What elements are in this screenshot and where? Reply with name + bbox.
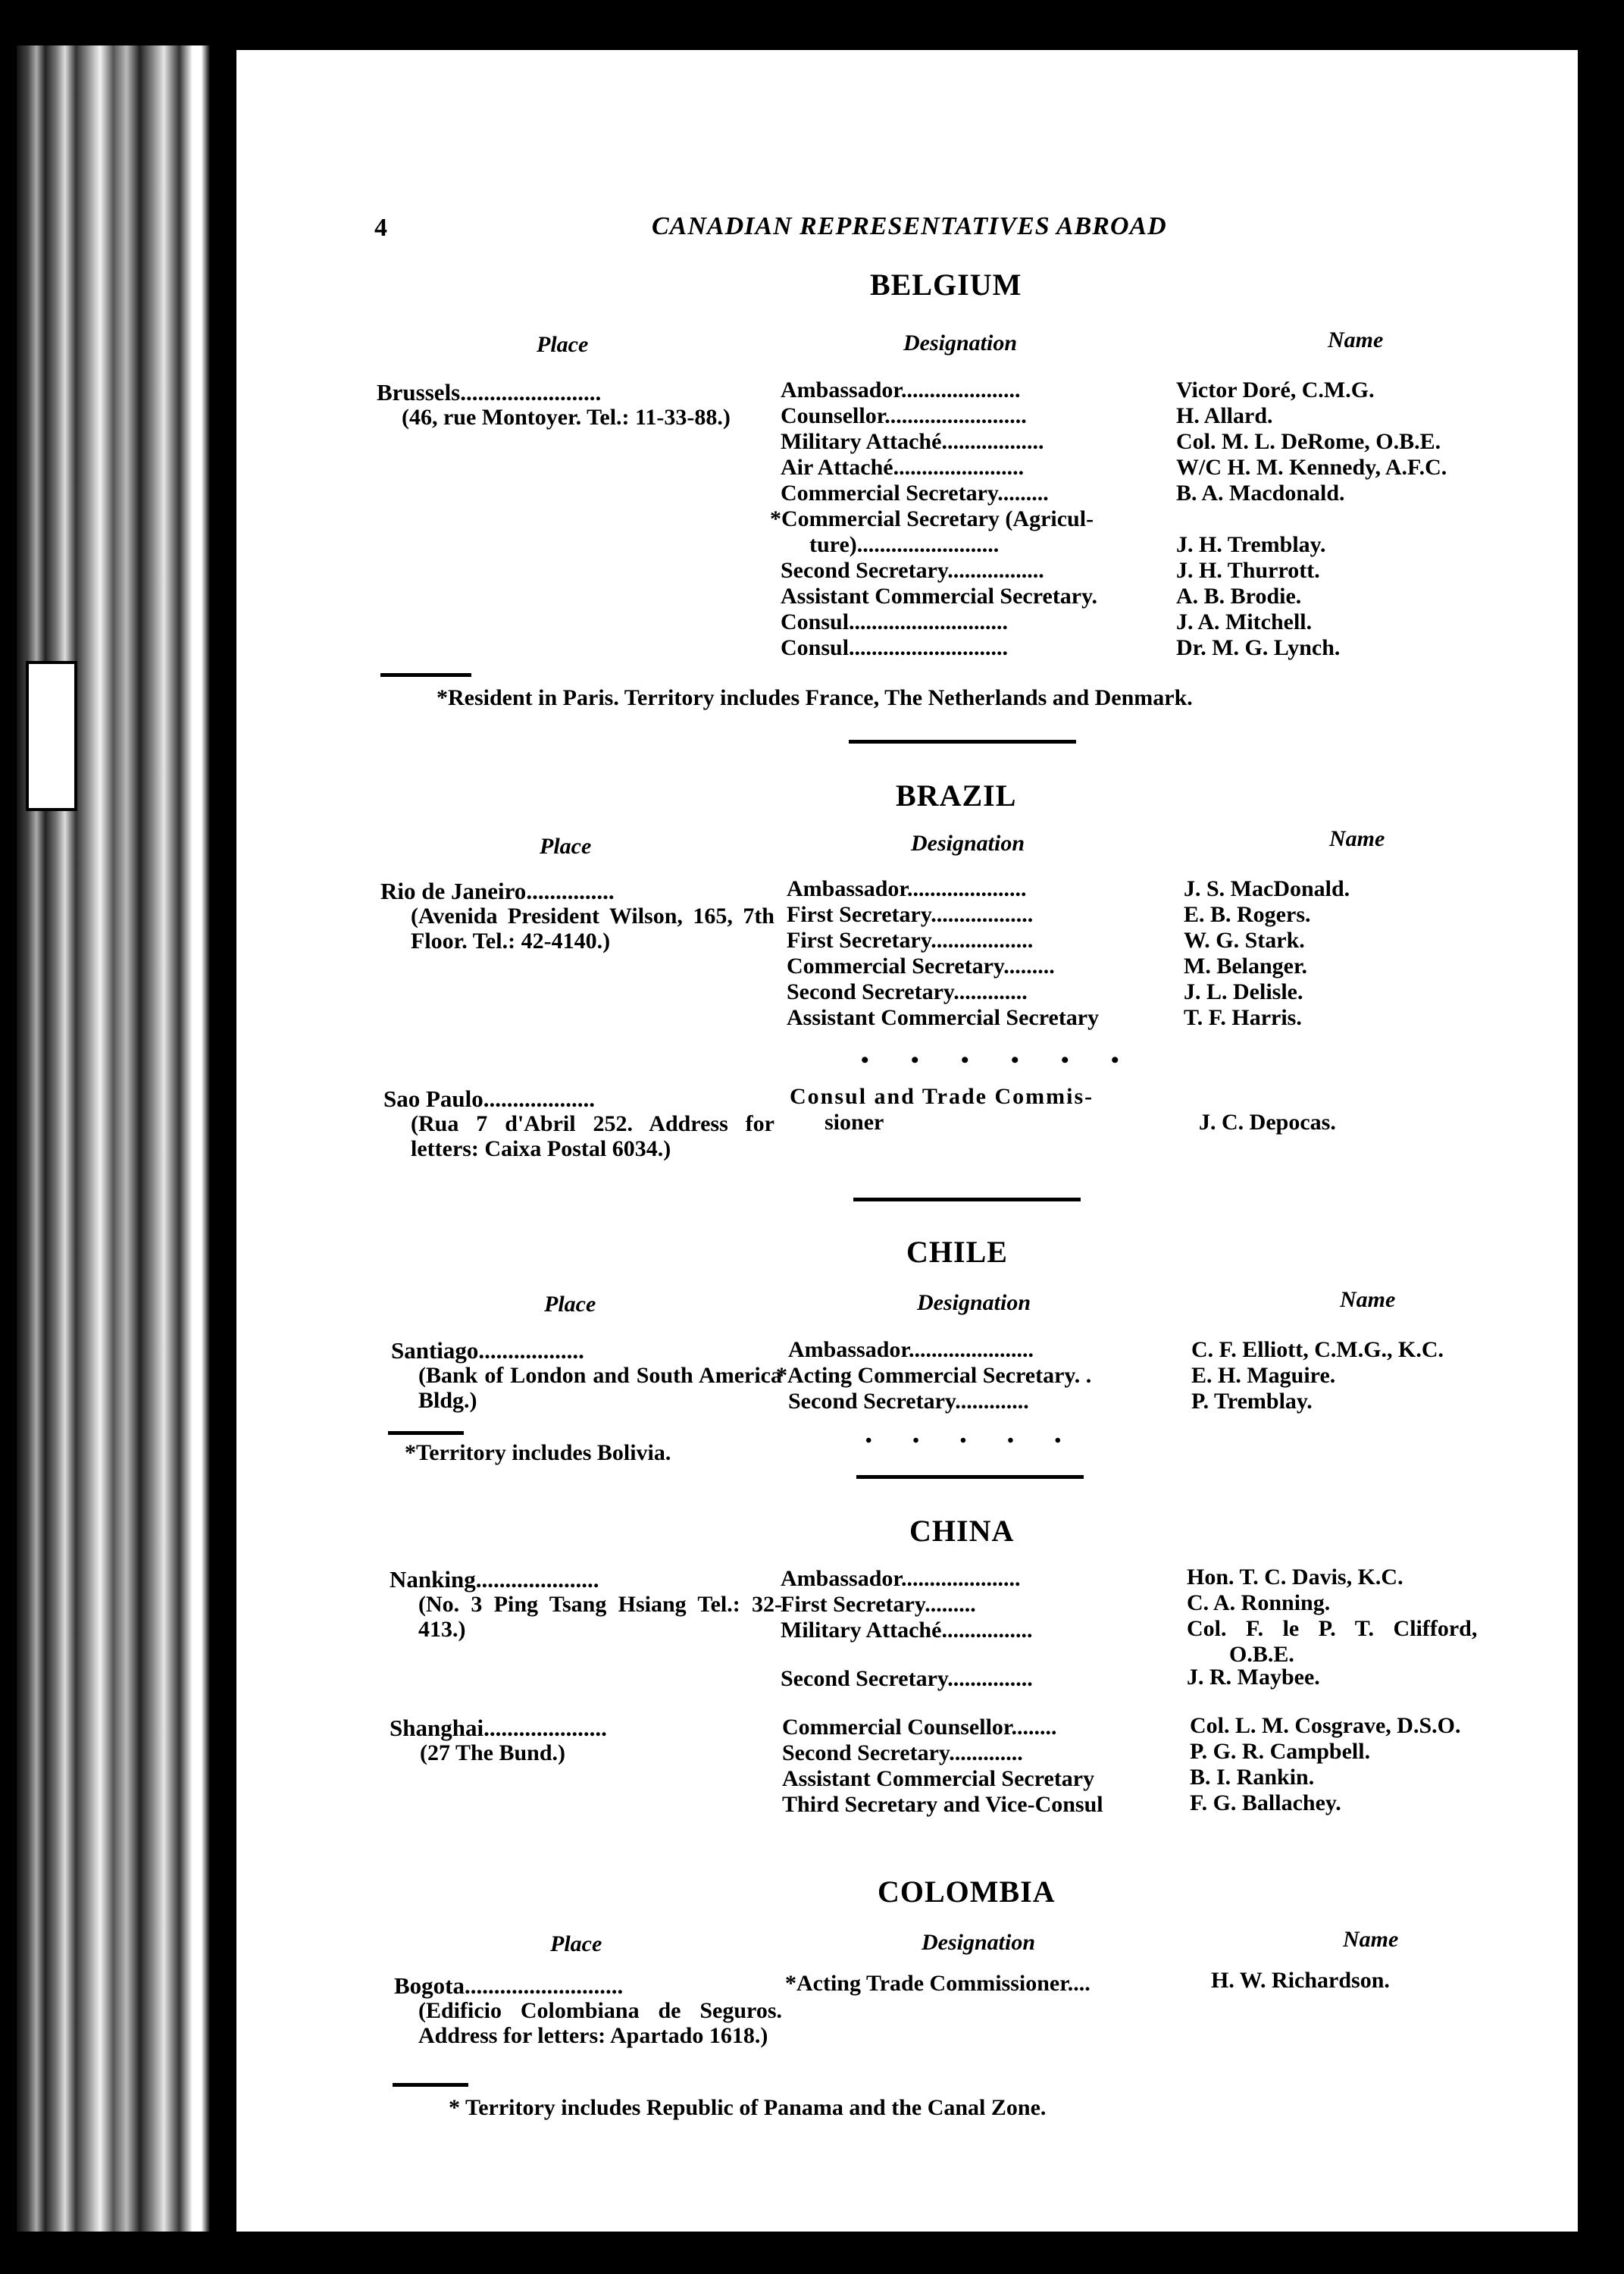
name-item: Col. L. M. Cosgrave, D.S.O. xyxy=(1190,1713,1461,1738)
book-spine xyxy=(17,45,236,2247)
designation-list-china-nanking xyxy=(781,1566,1033,1692)
place-detail-santiago: (Bank of London and South America Bldg.) xyxy=(418,1363,782,1413)
name-list-belgium xyxy=(1176,377,1447,661)
place-nanking: Nanking..................... xyxy=(390,1566,599,1593)
name-item: J. H. Tremblay. xyxy=(1176,532,1326,557)
name-item: E. H. Maguire. xyxy=(1191,1363,1336,1388)
place-detail-nanking: (No. 3 Ping Tsang Hsiang Tel.: 32-413.) xyxy=(418,1592,782,1642)
name-item: P. G. R. Campbell. xyxy=(1190,1739,1371,1764)
name-list-brazil-rio xyxy=(1184,876,1350,1031)
footnote-chile: *Territory includes Bolivia. xyxy=(405,1440,671,1465)
designation-item: Ambassador..................... xyxy=(781,377,1021,402)
name-item: H. Allard. xyxy=(1176,403,1273,428)
scan-border-bottom xyxy=(0,2232,1624,2274)
designation-item: ture)......................... xyxy=(809,532,1000,557)
footnote-rule xyxy=(380,673,471,677)
name-item xyxy=(1176,506,1447,532)
designation-item: Second Secretary............. xyxy=(788,1389,1029,1414)
column-header-place: Place xyxy=(540,834,592,859)
place-santiago: Santiago.................. xyxy=(391,1337,584,1364)
place-detail-brussels: (46, rue Montoyer. Tel.: 11-33-88.) xyxy=(402,405,731,430)
country-heading-chile: CHILE xyxy=(906,1235,1008,1269)
place-detail-rio: (Avenida President Wilson, 165, 7th Floor. Tel.: 42-4140.) xyxy=(411,904,774,954)
designation-list-chile xyxy=(776,1337,1091,1414)
column-header-name: Name xyxy=(1329,826,1385,851)
designation-item: Commercial Counsellor........ xyxy=(782,1715,1057,1740)
section-divider xyxy=(849,740,1076,744)
scan-border-right xyxy=(1578,50,1624,2274)
designation-item: Assistant Commercial Secretary. xyxy=(781,584,1097,609)
name-item: C. F. Elliott, C.M.G., K.C. xyxy=(1191,1337,1444,1362)
name-item: Victor Doré, C.M.G. xyxy=(1176,377,1375,402)
name-item: J. L. Delisle. xyxy=(1184,979,1303,1004)
name-item: H. W. Richardson. xyxy=(1211,1968,1390,1993)
designation-item: Military Attaché................ xyxy=(781,1618,1033,1643)
designation-item: Consul............................ xyxy=(781,635,1009,660)
column-header-designation: Designation xyxy=(922,1930,1036,1955)
country-heading-brazil: BRAZIL xyxy=(896,778,1017,813)
place-detail-bogota: (Edificio Colombiana de Seguros. Address for letters: Apartado 1618.) xyxy=(418,1998,782,2048)
designation-list-brazil-rio xyxy=(787,876,1099,1031)
designation-item: First Secretary.................. xyxy=(787,928,1034,953)
name-item: B. A. Macdonald. xyxy=(1176,481,1345,506)
name-item: O.B.E. xyxy=(1229,1642,1294,1667)
place-detail-shanghai: (27 The Bund.) xyxy=(420,1740,566,1765)
designation-item: Assistant Commercial Secretary xyxy=(787,1005,1100,1030)
designation-item: First Secretary.................. xyxy=(787,902,1034,927)
place-detail-sao-paulo: (Rua 7 d'Abril 252. Address for letters: Caixa Postal 6034.) xyxy=(411,1111,774,1161)
entry-separator: • • • • • xyxy=(865,1431,1080,1451)
column-header-place: Place xyxy=(537,332,589,357)
designation-item: Air Attaché....................... xyxy=(781,455,1025,480)
designation-item: Ambassador..................... xyxy=(787,876,1027,901)
designation-item: *Acting Commercial Secretary. . xyxy=(776,1363,1092,1388)
designation-list-china-shanghai xyxy=(782,1715,1103,1818)
name-item: C. A. Ronning. xyxy=(1187,1590,1331,1615)
column-header-name: Name xyxy=(1343,1927,1399,1952)
designation-item: Third Secretary and Vice-Consul xyxy=(782,1792,1103,1817)
section-divider xyxy=(853,1198,1081,1201)
name-item: T. F. Harris. xyxy=(1184,1005,1302,1030)
designation-item: Assistant Commercial Secretary xyxy=(782,1766,1095,1791)
name-item: Hon. T. C. Davis, K.C. xyxy=(1187,1565,1403,1590)
name-item: A. B. Brodie. xyxy=(1176,584,1302,609)
section-divider xyxy=(856,1475,1084,1479)
entry-separator: • • • • • • xyxy=(861,1048,1137,1073)
column-header-name: Name xyxy=(1340,1287,1396,1312)
place-bogota: Bogota........................... xyxy=(394,1972,624,1999)
column-header-designation: Designation xyxy=(903,330,1018,356)
name-item: M. Belanger. xyxy=(1184,954,1308,979)
name-list-china-shanghai xyxy=(1190,1713,1460,1816)
designation-item: Military Attaché.................. xyxy=(781,429,1044,454)
designation-item: Commercial Secretary......... xyxy=(781,481,1049,506)
designation-item: Second Secretary................. xyxy=(781,558,1044,583)
country-heading-colombia: COLOMBIA xyxy=(878,1875,1056,1909)
scan-border-top xyxy=(0,0,1624,50)
name-item: W. G. Stark. xyxy=(1184,928,1305,953)
column-header-designation: Designation xyxy=(911,831,1025,856)
document-page xyxy=(236,50,1578,2232)
column-header-place: Place xyxy=(550,1931,602,1956)
place-brussels: Brussels........................ xyxy=(377,379,602,406)
designation-item: Consul and Trade Commis- xyxy=(790,1084,1094,1109)
column-header-name: Name xyxy=(1328,327,1384,352)
footnote-belgium: *Resident in Paris. Territory includes France, The Netherlands and Denmark. xyxy=(437,685,1193,710)
name-item: J. H. Thurrott. xyxy=(1176,558,1320,583)
name-item: E. B. Rogers. xyxy=(1184,902,1311,927)
place-shanghai: Shanghai..................... xyxy=(390,1715,607,1741)
designation-item: Consul............................ xyxy=(781,609,1009,634)
designation-item: *Commercial Secretary (Agricul- xyxy=(770,506,1094,531)
designation-item: Second Secretary............... xyxy=(781,1666,1033,1691)
designation-item: Second Secretary............. xyxy=(782,1740,1023,1765)
running-head: CANADIAN REPRESENTATIVES ABROAD xyxy=(652,212,1167,240)
column-header-place: Place xyxy=(544,1292,596,1317)
name-item: J. S. MacDonald. xyxy=(1184,876,1350,901)
designation-item: Ambassador...................... xyxy=(788,1337,1034,1362)
spine-tab xyxy=(26,661,77,811)
country-heading-china: CHINA xyxy=(909,1514,1015,1548)
name-list-china-nanking xyxy=(1187,1565,1477,1690)
footnote-rule xyxy=(393,2083,468,2087)
designation-item: Ambassador..................... xyxy=(781,1566,1021,1591)
name-item: J. A. Mitchell. xyxy=(1176,609,1313,634)
name-item: P. Tremblay. xyxy=(1191,1389,1313,1414)
name-item: Dr. M. G. Lynch. xyxy=(1176,635,1341,660)
place-rio-de-janeiro: Rio de Janeiro............... xyxy=(380,878,615,904)
country-heading-belgium: BELGIUM xyxy=(870,268,1022,302)
name-item: J. R. Maybee. xyxy=(1187,1665,1320,1690)
designation-item: First Secretary......... xyxy=(781,1592,976,1617)
designation-item: sioner xyxy=(825,1110,884,1135)
designation-item: Commercial Secretary......... xyxy=(787,954,1055,979)
name-item: Col. M. L. DeRome, O.B.E. xyxy=(1176,429,1441,454)
place-sao-paulo: Sao Paulo................... xyxy=(383,1085,596,1112)
name-item: W/C H. M. Kennedy, A.F.C. xyxy=(1176,455,1447,480)
designation-item: Counsellor......................... xyxy=(781,403,1027,428)
designation-item: Second Secretary............. xyxy=(787,979,1028,1004)
designation-item xyxy=(781,1643,1033,1669)
name-list-chile xyxy=(1191,1337,1444,1414)
name-item: B. I. Rankin. xyxy=(1190,1765,1315,1790)
name-item: Col. F. le P. T. Clifford, xyxy=(1187,1616,1478,1641)
designation-colombia: *Acting Trade Commissioner.... xyxy=(785,1971,1090,1996)
footnote-colombia: * Territory includes Republic of Panama and the Canal Zone. xyxy=(449,2095,1047,2120)
page-number: 4 xyxy=(374,214,387,242)
name-item: F. G. Ballachey. xyxy=(1190,1790,1341,1815)
footnote-rule xyxy=(388,1431,464,1435)
designation-list-brazil-sao-paulo xyxy=(790,1084,1094,1135)
column-header-designation: Designation xyxy=(917,1290,1031,1315)
designation-list-belgium xyxy=(770,377,1097,661)
name-item: J. C. Depocas. xyxy=(1199,1110,1336,1135)
